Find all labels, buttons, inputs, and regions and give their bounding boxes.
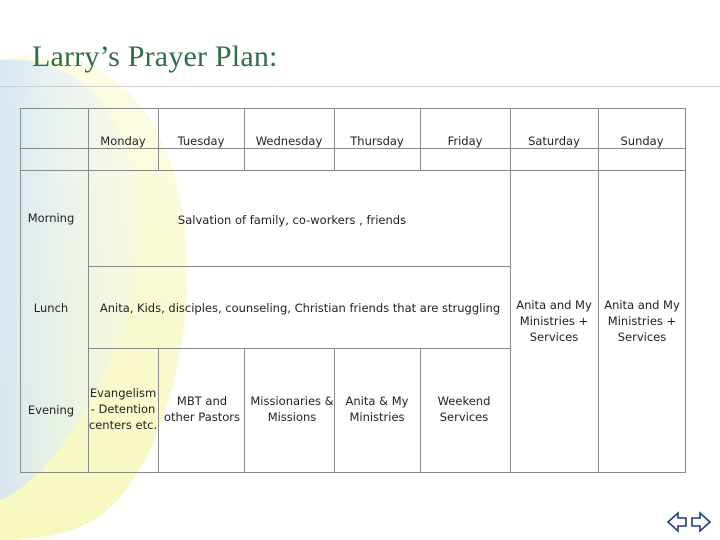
prayer-plan-table [20, 108, 686, 473]
header-sunday: Sunday [620, 134, 664, 148]
title-divider [0, 86, 720, 87]
header-tuesday: Tuesday [177, 134, 225, 148]
lunch-evening-rule [88, 348, 510, 349]
morning-lunch-rule [88, 266, 510, 267]
morning-prayer-text: Salvation of family, co-workers , friends [177, 213, 407, 227]
evening-monday-text: Evangelism - Detention centers etc. [88, 386, 158, 432]
row-label-lunch: Lunch [33, 301, 69, 315]
row-label-evening: Evening [27, 403, 75, 417]
header-friday: Friday [447, 134, 483, 148]
evening-friday-text: Weekend Services [437, 394, 491, 424]
header-monday: Monday [100, 134, 146, 148]
evening-thursday-text: Anita & My Ministries [345, 394, 409, 424]
lunch-prayer-text: Anita, Kids, disciples, counseling, Christian friends that are struggling [99, 301, 501, 315]
header-saturday: Saturday [528, 134, 580, 148]
header-thursday: Thursday [350, 134, 404, 148]
slide-title: Larry’s Prayer Plan: [32, 40, 278, 73]
evening-wednesday-text: Missionaries & Missions [250, 394, 334, 424]
header-wednesday: Wednesday [255, 134, 323, 148]
double-arrow-nav-icon[interactable] [666, 510, 712, 534]
table-border-bottom [20, 472, 686, 473]
col-rule-4-evening [420, 348, 421, 473]
row-label-morning: Morning [27, 211, 75, 225]
saturday-prayer-text: Anita and My Ministries + Services [516, 298, 592, 344]
sunday-prayer-text: Anita and My Ministries + Services [604, 298, 680, 344]
evening-tuesday-text: MBT and other Pastors [163, 394, 240, 424]
